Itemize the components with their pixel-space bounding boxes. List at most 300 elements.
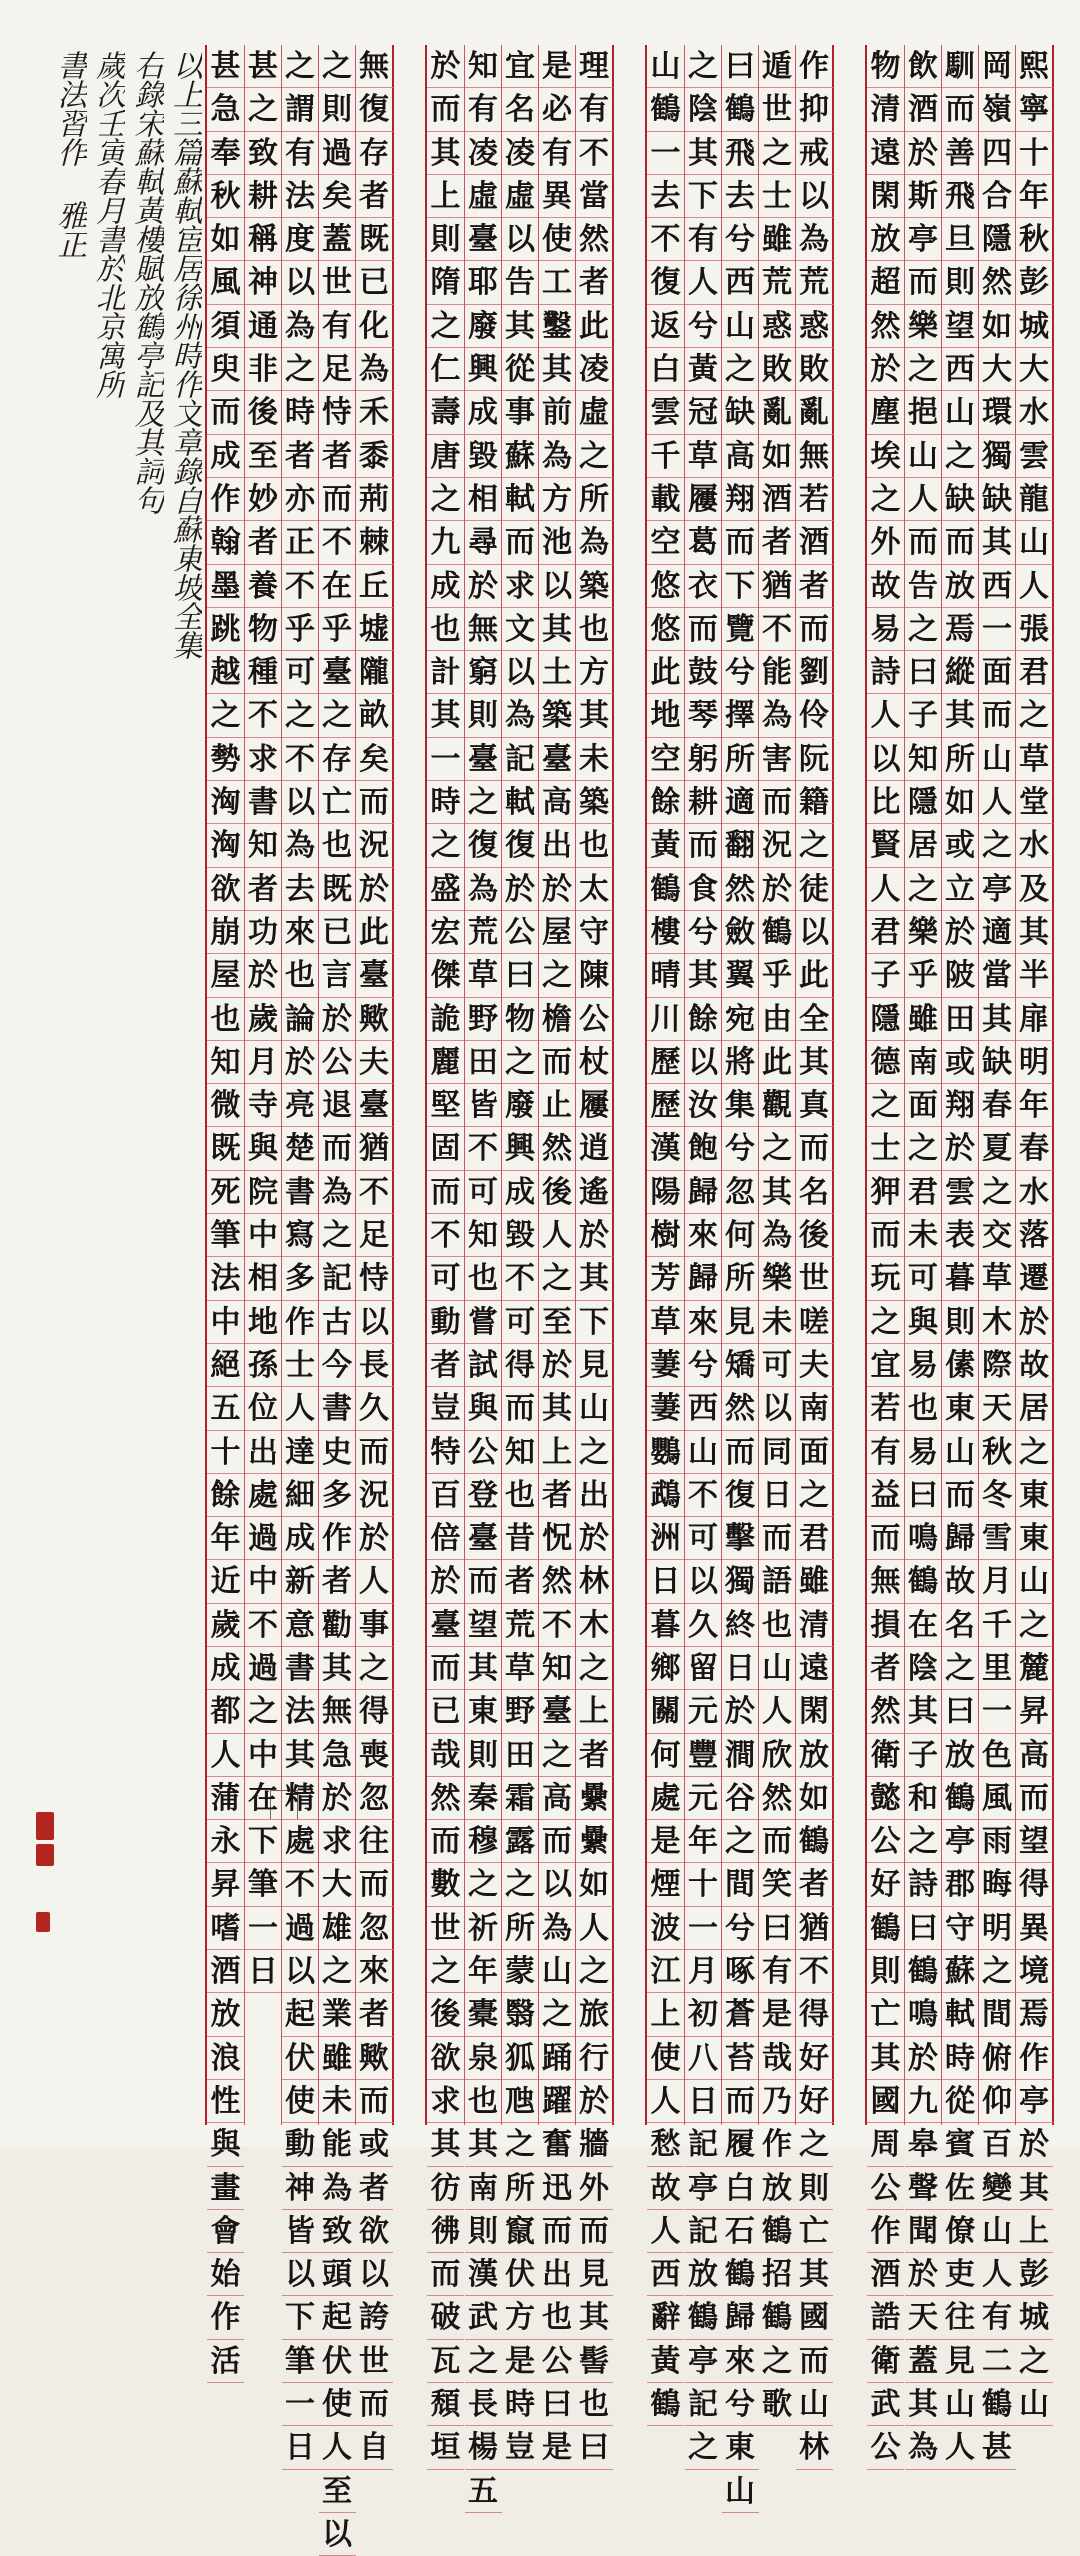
character-cell: 以: [796, 175, 833, 218]
character-cell: 行: [576, 2037, 613, 2080]
character-cell: 明: [1016, 1041, 1053, 1084]
character-cell: 寫: [282, 1214, 319, 1257]
character-cell: 以: [356, 2253, 393, 2296]
character-cell: 嗜: [207, 1907, 244, 1950]
character-cell: 有: [685, 218, 722, 261]
character-cell: 下: [245, 1820, 282, 1863]
text-column: [427, 45, 464, 2466]
character-cell: 而: [905, 521, 942, 564]
character-cell: 食: [685, 868, 722, 911]
character-cell: 業: [319, 1993, 356, 2036]
character-cell: 以: [282, 781, 319, 824]
character-cell: 公: [502, 911, 539, 954]
character-cell: 欲: [207, 868, 244, 911]
character-cell: 元: [685, 1690, 722, 1733]
character-cell: 都: [207, 1690, 244, 1733]
character-cell: 可: [465, 1171, 502, 1214]
character-cell: 來: [282, 911, 319, 954]
character-cell: 與: [207, 2123, 244, 2166]
character-cell: 草: [1016, 738, 1053, 781]
character-cell: 逍: [576, 1127, 613, 1170]
character-cell: 而: [319, 1127, 356, 1170]
character-cell: 林: [796, 2426, 833, 2469]
character-cell: 意: [282, 1604, 319, 1647]
character-cell: 則: [942, 261, 979, 304]
character-cell: 神: [245, 261, 282, 304]
character-cell: 昔: [502, 1517, 539, 1560]
character-cell: 人: [319, 2426, 356, 2469]
character-cell: 冠: [685, 391, 722, 434]
character-cell: 成: [465, 391, 502, 434]
character-cell: 歌: [759, 2383, 796, 2426]
character-cell: 以: [319, 2513, 356, 2556]
character-cell: 籍: [796, 781, 833, 824]
character-cell: 纍: [576, 1777, 613, 1820]
grid-block: [865, 45, 1054, 2466]
character-cell: 於: [942, 1127, 979, 1170]
character-cell: 歸: [722, 2296, 759, 2339]
character-cell: 一: [979, 1690, 1016, 1733]
character-cell: 詩: [867, 651, 904, 694]
character-cell: 一: [979, 608, 1016, 651]
character-cell: 秋: [1016, 218, 1053, 261]
character-cell: 之: [502, 2123, 539, 2166]
character-cell: 笑: [759, 1863, 796, 1906]
character-cell: 至: [245, 435, 282, 478]
character-cell: 蓋: [905, 2340, 942, 2383]
character-cell: 則: [427, 218, 464, 261]
character-cell: 纍: [576, 1820, 613, 1863]
character-cell: 於: [576, 1517, 613, 1560]
character-cell: 合: [979, 175, 1016, 218]
character-cell: 山: [759, 1647, 796, 1690]
character-cell: 間: [722, 1863, 759, 1906]
character-cell: 恃: [356, 1257, 393, 1300]
character-cell: 君: [1016, 651, 1053, 694]
character-cell: 誇: [356, 2296, 393, 2339]
character-cell: 哉: [759, 2037, 796, 2080]
character-cell: 山: [722, 2470, 759, 2513]
character-cell: 日: [282, 2426, 319, 2469]
character-cell: 伏: [319, 2340, 356, 2383]
character-cell: 功: [245, 911, 282, 954]
character-cell: 世: [796, 1257, 833, 1300]
character-cell: 公: [319, 1041, 356, 1084]
character-cell: 之: [539, 1257, 576, 1300]
character-cell: 而: [319, 478, 356, 521]
text-column: [207, 45, 244, 2379]
character-cell: 東: [722, 2426, 759, 2469]
character-cell: 記: [685, 2123, 722, 2166]
character-cell: 九: [427, 521, 464, 564]
character-cell: 其: [1016, 911, 1053, 954]
character-cell: 者: [867, 1647, 904, 1690]
character-cell: 龍: [1016, 478, 1053, 521]
character-cell: 及: [1016, 868, 1053, 911]
character-cell: 未: [759, 1301, 796, 1344]
character-cell: 長: [356, 1344, 393, 1387]
character-cell: 隱: [979, 218, 1016, 261]
character-cell: 遠: [867, 132, 904, 175]
character-cell: 種: [245, 651, 282, 694]
character-cell: 五: [207, 1387, 244, 1430]
character-cell: 起: [282, 1993, 319, 2036]
character-cell: 鶴: [722, 88, 759, 131]
character-cell: 可: [502, 1301, 539, 1344]
character-cell: 未: [905, 1214, 942, 1257]
character-cell: 不: [282, 565, 319, 608]
character-cell: 異: [539, 175, 576, 218]
character-cell: 存: [356, 132, 393, 175]
character-cell: 世: [319, 261, 356, 304]
character-cell: 其: [867, 2037, 904, 2080]
character-cell: 秋: [207, 175, 244, 218]
character-cell: 而: [905, 261, 942, 304]
character-cell: 一: [245, 1907, 282, 1950]
character-cell: 戒: [796, 132, 833, 175]
character-cell: 者: [245, 521, 282, 564]
character-cell: 歸: [685, 1171, 722, 1214]
character-cell: 世: [356, 2340, 393, 2383]
character-cell: 於: [465, 565, 502, 608]
character-cell: 天: [979, 1387, 1016, 1430]
character-cell: 復: [722, 1474, 759, 1517]
character-cell: 終: [722, 1604, 759, 1647]
character-cell: 中: [207, 1301, 244, 1344]
character-cell: 禾: [356, 391, 393, 434]
character-cell: 放: [867, 218, 904, 261]
character-cell: 理: [576, 45, 613, 88]
character-cell: 矯: [722, 1344, 759, 1387]
character-cell: 境: [1016, 1950, 1053, 1993]
character-cell: 興: [465, 348, 502, 391]
character-cell: 養: [245, 565, 282, 608]
character-cell: 人: [647, 2210, 684, 2253]
character-cell: 能: [759, 651, 796, 694]
character-cell: 德: [867, 1041, 904, 1084]
text-column: [538, 45, 575, 2466]
character-cell: 退: [319, 1084, 356, 1127]
character-cell: 筆: [245, 1863, 282, 1906]
character-cell: 也: [319, 824, 356, 867]
character-cell: 既: [356, 218, 393, 261]
character-cell: 詭: [427, 998, 464, 1041]
grid-block: [425, 45, 614, 2509]
character-cell: 麓: [1016, 1647, 1053, 1690]
character-cell: 僚: [942, 2210, 979, 2253]
character-cell: 將: [722, 1041, 759, 1084]
character-cell: 田: [465, 1041, 502, 1084]
character-cell: 東: [1016, 1474, 1053, 1517]
character-cell: 古: [319, 1301, 356, 1344]
character-cell: 中: [245, 1214, 282, 1257]
character-cell: 事: [356, 1604, 393, 1647]
character-cell: 山: [1016, 1560, 1053, 1603]
character-cell: 為: [319, 2167, 356, 2210]
character-cell: 墨: [207, 565, 244, 608]
character-cell: 也: [576, 2383, 613, 2426]
character-cell: 而: [539, 1041, 576, 1084]
character-cell: 子: [905, 694, 942, 737]
character-cell: 臺: [465, 218, 502, 261]
character-cell: 虛: [576, 391, 613, 434]
character-cell: 人: [207, 1734, 244, 1777]
character-cell: 猶: [759, 565, 796, 608]
character-cell: 鶴: [796, 1820, 833, 1863]
character-cell: 草: [502, 1647, 539, 1690]
character-cell: 唐: [427, 435, 464, 478]
character-cell: 鶴: [979, 2383, 1016, 2426]
character-cell: 而: [867, 1517, 904, 1560]
character-cell: 觀: [759, 1084, 796, 1127]
character-cell: 則: [319, 88, 356, 131]
character-cell: 招: [759, 2253, 796, 2296]
character-cell: 之: [1016, 2340, 1053, 2383]
character-cell: 躍: [539, 2080, 576, 2123]
character-cell: 之: [942, 1647, 979, 1690]
character-cell: 猶: [796, 1907, 833, 1950]
character-cell: 然: [576, 218, 613, 261]
character-cell: 者: [245, 868, 282, 911]
character-cell: 之: [502, 1041, 539, 1084]
character-cell: 乎: [905, 954, 942, 997]
character-cell: 長: [465, 2383, 502, 2426]
character-cell: 周: [867, 2123, 904, 2166]
character-cell: 耕: [245, 175, 282, 218]
character-cell: 凌: [502, 132, 539, 175]
character-cell: 此: [796, 954, 833, 997]
character-cell: 垣: [427, 2426, 464, 2469]
character-cell: 一: [282, 2383, 319, 2426]
character-cell: 亭: [979, 868, 1016, 911]
character-cell: 也: [539, 2296, 576, 2339]
character-cell: 法: [282, 1690, 319, 1733]
character-cell: 而: [685, 824, 722, 867]
character-cell: 復: [465, 824, 502, 867]
character-cell: 處: [647, 1777, 684, 1820]
character-cell: 所: [502, 1907, 539, 1950]
character-cell: 兮: [722, 651, 759, 694]
character-cell: 也: [502, 1474, 539, 1517]
character-cell: 樂: [759, 1257, 796, 1300]
character-cell: 人: [685, 261, 722, 304]
character-cell: 田: [942, 998, 979, 1041]
character-cell: 日: [245, 1950, 282, 1993]
character-cell: 陰: [685, 88, 722, 131]
character-cell: 俯: [979, 2037, 1016, 2080]
character-cell: 歲: [245, 998, 282, 1041]
character-cell: 環: [979, 391, 1016, 434]
character-cell: 曰: [905, 651, 942, 694]
text-column: [501, 45, 538, 2466]
character-cell: 得: [1016, 1863, 1053, 1906]
character-cell: 存: [319, 738, 356, 781]
character-cell: 萋: [647, 1387, 684, 1430]
character-cell: 嶺: [979, 88, 1016, 131]
character-cell: 鶴: [759, 911, 796, 954]
character-cell: 麗: [427, 1041, 464, 1084]
character-cell: 曰: [502, 954, 539, 997]
character-cell: 哉: [427, 1734, 464, 1777]
character-cell: 酒: [759, 478, 796, 521]
colophon-line: 右錄宋蘇軾黃樓賦放鶴亭記及其詞句: [129, 50, 164, 514]
character-cell: 而: [722, 2080, 759, 2123]
character-cell: 望: [942, 305, 979, 348]
text-column: [1015, 45, 1052, 2423]
character-cell: 人: [1016, 565, 1053, 608]
character-cell: 放: [685, 2253, 722, 2296]
character-cell: 無: [319, 1690, 356, 1733]
character-cell: 之: [867, 1301, 904, 1344]
character-cell: 蓋: [319, 218, 356, 261]
character-cell: 洶: [207, 824, 244, 867]
character-cell: 鳴: [905, 1517, 942, 1560]
character-cell: 不: [319, 521, 356, 564]
character-cell: 日: [759, 1474, 796, 1517]
character-cell: 故: [1016, 1344, 1053, 1387]
character-cell: 忽: [356, 1777, 393, 1820]
character-cell: 山: [979, 2210, 1016, 2253]
character-cell: 至: [539, 1301, 576, 1344]
character-cell: 之: [722, 1820, 759, 1863]
character-cell: 宛: [722, 998, 759, 1041]
character-cell: 晦: [979, 1863, 1016, 1906]
character-cell: 八: [685, 2037, 722, 2080]
character-cell: 谷: [722, 1777, 759, 1820]
character-cell: 而: [942, 1474, 979, 1517]
character-cell: 寺: [245, 1084, 282, 1127]
character-cell: 惑: [796, 305, 833, 348]
character-cell: 荒: [502, 1604, 539, 1647]
character-cell: 兮: [722, 2383, 759, 2426]
character-cell: 甚: [979, 2426, 1016, 2469]
character-cell: 山: [539, 1950, 576, 1993]
character-cell: 大: [319, 1863, 356, 1906]
character-cell: 人: [282, 1387, 319, 1430]
character-cell: 況: [356, 824, 393, 867]
character-cell: 之: [905, 348, 942, 391]
character-cell: 郡: [942, 1863, 979, 1906]
character-cell: 城: [1016, 2296, 1053, 2339]
text-column: [941, 45, 978, 2466]
text-column: [575, 45, 612, 2466]
character-cell: 鵡: [647, 1474, 684, 1517]
character-cell: 出: [245, 1431, 282, 1474]
character-cell: 臺: [539, 1690, 576, 1733]
character-cell: 彷: [427, 2167, 464, 2210]
character-cell: 詩: [905, 1863, 942, 1906]
character-cell: 嘗: [465, 1301, 502, 1344]
character-cell: 亭: [905, 218, 942, 261]
character-cell: 而: [1016, 1777, 1053, 1820]
character-cell: 雖: [759, 218, 796, 261]
character-cell: 壽: [427, 391, 464, 434]
character-cell: 去: [282, 868, 319, 911]
colophon-line: 歲次壬寅春月書於北京寓所: [90, 50, 125, 398]
character-cell: 衣: [685, 565, 722, 608]
character-cell: 秦: [465, 1777, 502, 1820]
character-cell: 缺: [942, 478, 979, 521]
character-cell: 子: [867, 954, 904, 997]
character-cell: 悠: [647, 608, 684, 651]
character-cell: 恃: [319, 391, 356, 434]
character-cell: 明: [979, 1907, 1016, 1950]
character-cell: 如: [979, 305, 1016, 348]
character-cell: 作: [796, 45, 833, 88]
character-cell: 夫: [796, 1344, 833, 1387]
character-cell: 於: [905, 2037, 942, 2080]
text-column: [647, 45, 684, 2423]
character-cell: 上: [1016, 2210, 1053, 2253]
character-cell: 作: [207, 2296, 244, 2339]
character-cell: 當: [979, 954, 1016, 997]
character-cell: 然: [979, 261, 1016, 304]
character-cell: 於: [427, 45, 464, 88]
character-cell: 餘: [685, 998, 722, 1041]
text-column: [721, 45, 758, 2509]
character-cell: 上: [427, 175, 464, 218]
character-cell: 於: [1016, 2123, 1053, 2166]
character-cell: 餘: [207, 1474, 244, 1517]
character-cell: 亡: [796, 2210, 833, 2253]
character-cell: 而: [759, 1820, 796, 1863]
character-cell: 歲: [207, 1604, 244, 1647]
character-cell: 蘇: [942, 1950, 979, 1993]
character-cell: 鸚: [647, 1431, 684, 1474]
character-cell: 起: [319, 2296, 356, 2339]
character-cell: 水: [1016, 1171, 1053, 1214]
character-cell: 處: [245, 1474, 282, 1517]
character-cell: 西: [685, 1387, 722, 1430]
character-cell: 不: [356, 1171, 393, 1214]
character-cell: 葛: [685, 521, 722, 564]
character-cell: 雖: [796, 1560, 833, 1603]
character-cell: 已: [319, 911, 356, 954]
character-cell: 近: [207, 1560, 244, 1603]
character-cell: 至: [319, 2470, 356, 2513]
character-cell: 同: [759, 1431, 796, 1474]
character-cell: 天: [905, 2296, 942, 2339]
character-cell: 非: [245, 348, 282, 391]
character-cell: 縱: [942, 651, 979, 694]
character-cell: 世: [759, 88, 796, 131]
character-cell: 而: [427, 88, 464, 131]
character-cell: 土: [539, 651, 576, 694]
character-cell: 凌: [465, 132, 502, 175]
character-cell: 荊: [356, 478, 393, 521]
character-cell: 士: [759, 175, 796, 218]
character-cell: 陰: [905, 1647, 942, 1690]
character-cell: 易: [905, 1344, 942, 1387]
character-cell: 者: [796, 565, 833, 608]
character-cell: 公: [576, 998, 613, 1041]
character-cell: 其: [282, 1734, 319, 1777]
character-cell: 越: [207, 651, 244, 694]
character-cell: 百: [979, 2123, 1016, 2166]
character-cell: 焉: [942, 608, 979, 651]
character-cell: 誥: [867, 2296, 904, 2339]
character-cell: 人: [867, 694, 904, 737]
character-cell: 耕: [685, 781, 722, 824]
character-cell: 何: [722, 1214, 759, 1257]
character-cell: 往: [356, 1820, 393, 1863]
character-cell: 其: [796, 2253, 833, 2296]
character-cell: 正: [282, 521, 319, 564]
character-cell: 為: [905, 2426, 942, 2469]
character-cell: 翳: [502, 1993, 539, 2036]
character-cell: 活: [207, 2340, 244, 2383]
character-cell: 子: [905, 1734, 942, 1777]
